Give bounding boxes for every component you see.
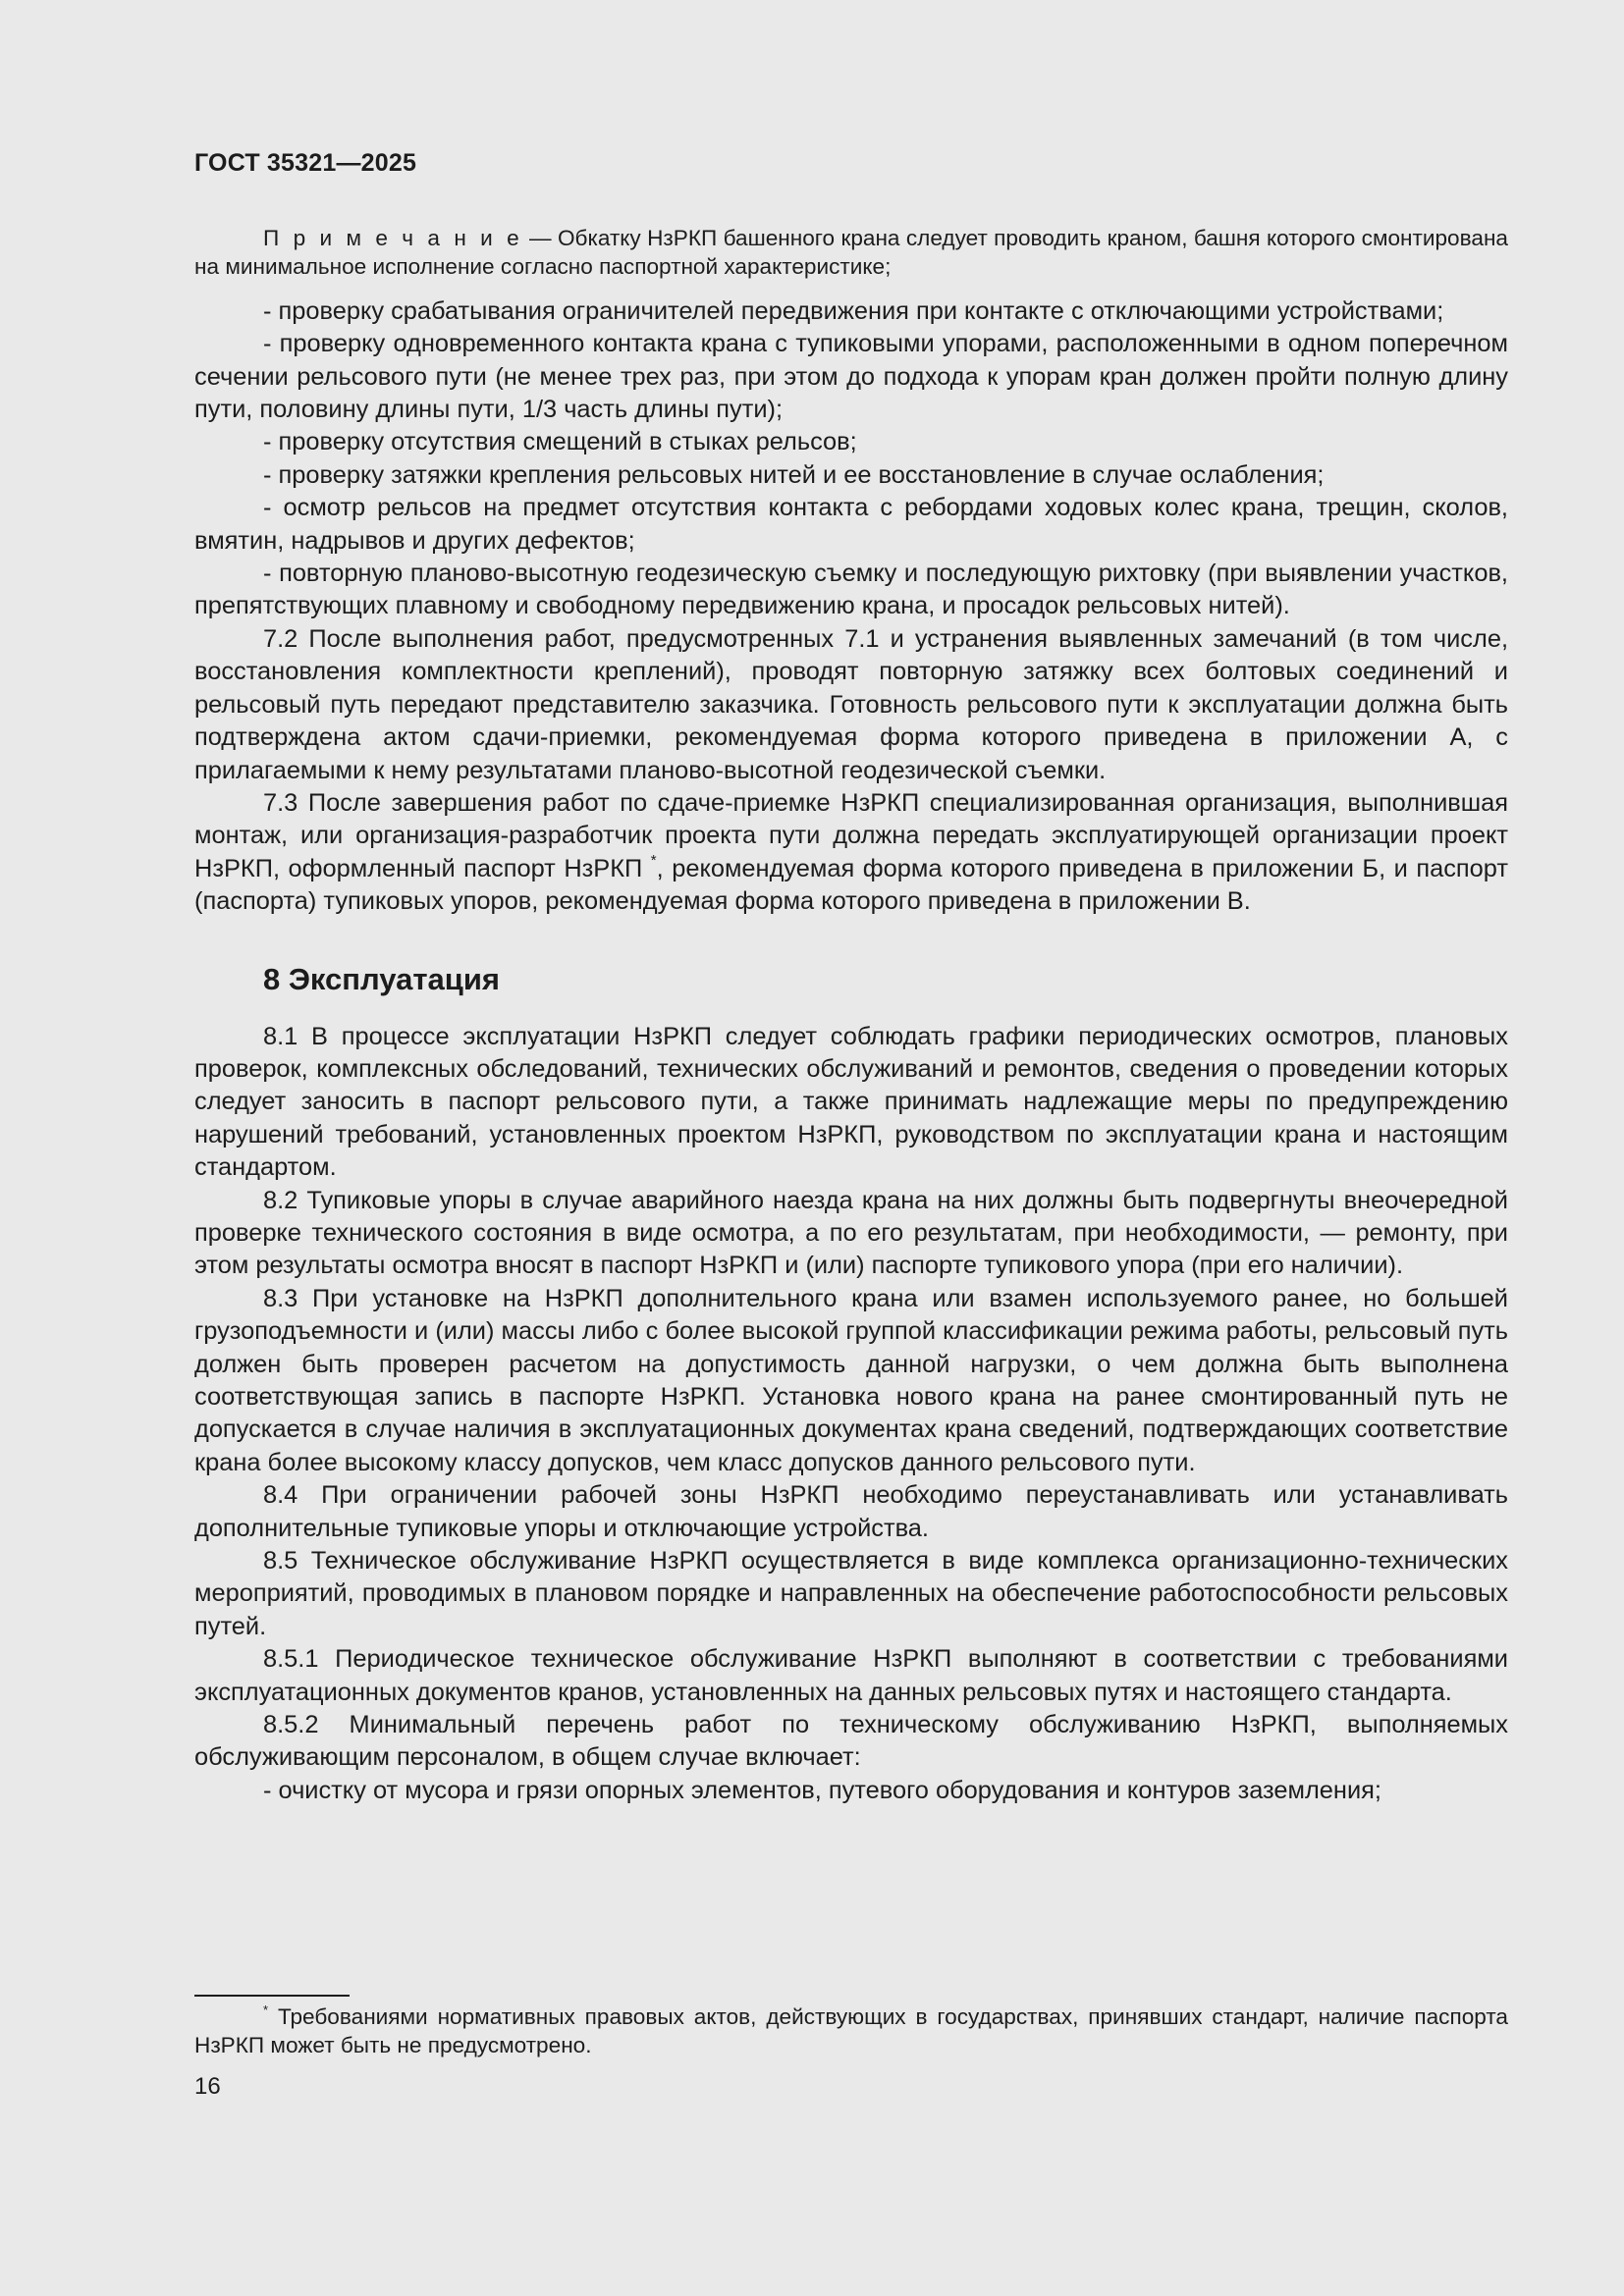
section-heading: 8 Эксплуатация xyxy=(263,961,500,996)
list-item: - осмотр рельсов на предмет отсутствия контакта с ребордами ходовых колес крана, трещин, сколов, вмятин, надрывов и других дефектов; xyxy=(194,494,1508,555)
paragraph-8-5: 8.5 Техническое обслуживание НзРКП осуществляется в виде комплекса организационно-технических мероприятий, проводимых в плановом порядке и направленных на обеспечение работоспособности рельсовых путей. xyxy=(194,1547,1508,1640)
footnote-divider xyxy=(194,1995,350,1997)
paragraph-7-2: 7.2 После выполнения работ, предусмотренных 7.1 и устранения выявленных замечаний (в том числе, восстановления комплектности креплений), проводят повторную затяжку всех болтовых соединений и рельсовый путь передают представителю заказчика. Готовность рельсового пути к эксплуатации должна быть подтверждена актом сдачи-приемки, рекомендуемая форма которого приведена в приложении А, с прилагаемыми к нему результатами планово-высотной геодезической съемки. xyxy=(194,624,1508,784)
note-label: П р и м е ч а н и е xyxy=(263,226,523,250)
footnote-reference[interactable]: * xyxy=(650,851,657,869)
page-number: 16 xyxy=(194,2073,221,2100)
list-item: - повторную планово-высотную геодезическую съемку и последующую рихтовку (при выявлении участков, препятствующих плавному и свободному передвижению крана, и просадок рельсовых нитей). xyxy=(194,560,1508,620)
paragraph-8-1: 8.1 В процессе эксплуатации НзРКП следует соблюдать графики периодических осмотров, плановых проверок, комплексных обследований, технических обслуживаний и ремонтов, сведения о проведении которых следует заносить в паспорт рельсового пути, а также принимать надлежащие меры по предупреждению нарушений требований, установленных проектом НзРКП, руководством по эксплуатации крана и настоящим стандартом. xyxy=(194,1022,1508,1182)
list-item: - проверку срабатывания ограничителей передвижения при контакте с отключающими устройствами; xyxy=(263,296,1444,325)
list-item: - проверку затяжки крепления рельсовых нитей и ее восстановление в случае ослабления; xyxy=(263,460,1325,489)
list-item: - проверку отсутствия смещений в стыках рельсов; xyxy=(263,428,857,456)
document-body xyxy=(194,224,1508,1807)
paragraph-8-5-1: 8.5.1 Периодическое техническое обслуживание НзРКП выполняют в соответствии с требованиями эксплуатационных документов кранов, установленных на данных рельсовых путях и настоящего стандарта. xyxy=(194,1645,1508,1706)
paragraph-7-3 xyxy=(194,787,1508,919)
paragraph-8-5-2: 8.5.2 Минимальный перечень работ по техническому обслуживанию НзРКП, выполняемых обслуживающим персоналом, в общем случае включает: xyxy=(194,1711,1508,1772)
document-header: ГОСТ 35321—2025 xyxy=(194,149,417,177)
paragraph-7-3-text: 7.3 После завершения работ по сдаче-приемке НзРКП специализированная организация, выполнившая монтаж, или организация-разработчик проекта пути должна передать эксплуатирующей организации проект НзРКП, оформленный паспорт НзРКП xyxy=(194,788,1508,882)
paragraph-8-2: 8.2 Тупиковые упоры в случае аварийного наезда крана на них должны быть подвергнуты внеочередной проверке технического состояния в виде осмотра, а по его результатам, при необходимости, — ремонту, при этом результаты осмотра вносят в паспорт НзРКП и (или) паспорте тупикового упора (при его наличии). xyxy=(194,1186,1508,1280)
list-item: - проверку одновременного контакта крана с тупиковыми упорами, расположенными в одном поперечном сечении рельсового пути (не менее трех раз, при этом до подхода к упорам кран должен пройти полную длину пути, половину длины пути, 1/3 часть длины пути); xyxy=(194,330,1508,424)
footnote-body: Требованиями нормативных правовых актов, действующих в государствах, принявших стандарт, наличие паспорта НзРКП может быть не предусмотрено. xyxy=(194,2004,1508,2058)
note-paragraph xyxy=(194,224,1508,282)
paragraph-8-3: 8.3 При установке на НзРКП дополнительного крана или взамен используемого ранее, но большей грузоподъемности и (или) массы либо с более высокой группой классификации режима работы, рельсовый путь должен быть проверен расчетом на допустимость данной нагрузки, о чем должна быть выполнена соответствующая запись в паспорте НзРКП. Установка нового крана на ранее смонтированный путь не допускается в случае наличия в эксплуатационных документах крана сведений, подтверждающих соответствие крана более высокому классу допусков, чем класс допусков данного рельсового пути. xyxy=(194,1284,1508,1476)
footnote-mark: * xyxy=(263,2002,269,2017)
paragraph-7-3-text-end: , рекомендуемая форма которого приведена в приложении Б, и паспорт (паспорта) тупиковых упоров, рекомендуемая форма которого приведена в приложении В. xyxy=(194,854,1508,916)
footnote-text xyxy=(194,2002,1508,2060)
footnote xyxy=(194,2002,1508,2060)
paragraph-8-4: 8.4 При ограничении рабочей зоны НзРКП необходимо переустанавливать или устанавливать дополнительные тупиковые упоры и отключающие устройства. xyxy=(194,1481,1508,1542)
list-item: - очистку от мусора и грязи опорных элементов, путевого оборудования и контуров заземления; xyxy=(263,1776,1381,1804)
note-text: — Обкатку НзРКП башенного крана следует проводить краном, башня которого смонтирована на минимальное исполнение согласно паспортной характеристике; xyxy=(194,226,1508,280)
